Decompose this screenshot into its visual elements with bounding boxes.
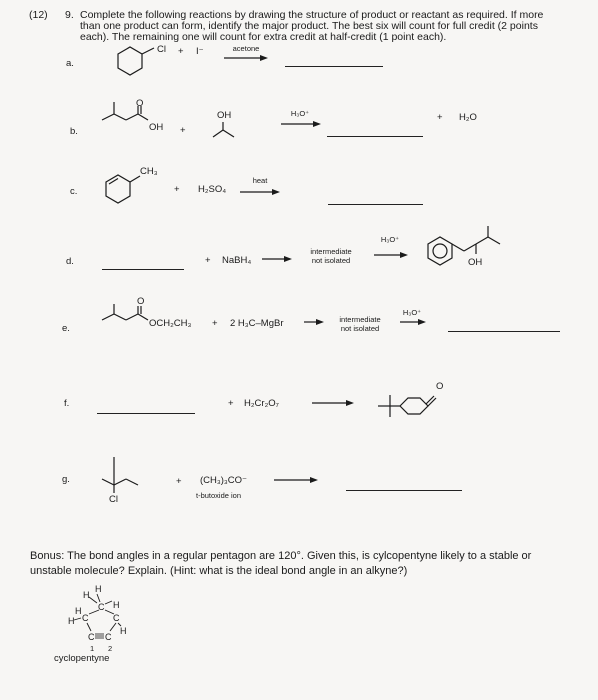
reaction-b-arrow xyxy=(281,120,321,128)
reaction-g-arrow xyxy=(274,476,318,484)
reaction-b-letter: b. xyxy=(70,126,78,137)
instructions-line-1: Complete the following reactions by drawing the structure of product or reactant as required. If more xyxy=(80,9,544,21)
reaction-e-workup: H₃O⁺ xyxy=(402,308,422,317)
intermediate-label: intermediate xyxy=(339,315,381,324)
points-label: (12) xyxy=(29,9,48,21)
atom-label: H xyxy=(95,584,102,594)
atom-label: H xyxy=(113,600,120,610)
atom-label: C xyxy=(98,602,105,612)
product-hydroxyl: OH xyxy=(468,257,483,268)
reaction-e-intermediate xyxy=(330,316,390,333)
atom-label: C xyxy=(82,613,89,623)
alcohol-hydroxyl: OH xyxy=(217,110,232,121)
atom-label: C xyxy=(113,613,120,623)
reaction-e-arrow-2 xyxy=(400,318,426,326)
carbonyl-oxygen: O xyxy=(136,98,144,109)
not-isolated-label: not isolated xyxy=(311,255,351,265)
dichromic-acid: H₂Cr₂O₇ xyxy=(244,398,279,409)
carbon-number-2: 2 xyxy=(108,644,113,653)
reaction-e-answer-line xyxy=(448,331,560,332)
isopropanol-structure xyxy=(210,120,240,150)
reaction-b-answer-line xyxy=(327,136,423,137)
reaction-a-chloride: Cl xyxy=(157,44,166,55)
chlorine-atom: Cl xyxy=(109,494,118,505)
reaction-d-arrow-2 xyxy=(374,251,408,259)
atom-label: H xyxy=(83,590,90,600)
acid-hydroxyl: OH xyxy=(149,122,164,133)
tert-butoxide: (CH₃)₃CO⁻ xyxy=(200,475,248,486)
atom-label: H xyxy=(68,616,75,626)
reaction-g-plus: + xyxy=(176,476,182,487)
reaction-a-answer-line xyxy=(285,66,383,67)
reaction-d-workup: H₃O⁺ xyxy=(380,235,400,244)
instructions-line-3: each). The remaining one will count for extra credit at half-credit (1 point each). xyxy=(80,31,447,43)
reaction-f-plus: + xyxy=(228,398,234,409)
ketone-oxygen: O xyxy=(436,381,444,392)
reaction-a-plus: + xyxy=(178,46,184,57)
cyclopentyne-caption: cyclopentyne xyxy=(54,653,110,664)
reaction-c-answer-line xyxy=(328,204,423,205)
reaction-c-condition: heat xyxy=(252,176,268,185)
not-isolated-label: not isolated xyxy=(340,323,380,333)
methyl-group: CH₃ xyxy=(140,166,158,177)
cyclopentyne-structure xyxy=(52,580,162,660)
bonus-question-line-1: Bonus: The bond angles in a regular pentagon are 120°. Given this, is cylcopentyne likely to a stable or xyxy=(30,550,532,562)
reaction-f-arrow xyxy=(312,399,354,407)
ethoxy-group: OCH₂CH₃ xyxy=(149,318,192,329)
water-product: H₂O xyxy=(459,112,477,123)
reaction-b-plus: + xyxy=(180,125,186,136)
reaction-e-letter: e. xyxy=(62,323,70,334)
question-number: 9. xyxy=(65,9,74,21)
reaction-b-plus-2: + xyxy=(437,112,443,123)
atom-label: C xyxy=(88,632,95,642)
reaction-e-plus: + xyxy=(212,318,218,329)
reaction-d-answer-line xyxy=(102,269,184,270)
methylmagnesium-bromide: 2 H₃C–MgBr xyxy=(230,318,284,329)
reaction-f-letter: f. xyxy=(64,398,70,409)
reaction-d-intermediate xyxy=(296,248,366,265)
reaction-d-plus: + xyxy=(205,255,211,266)
reaction-a-letter: a. xyxy=(66,58,74,69)
reaction-b-reagent: H₃O⁺ xyxy=(290,109,310,118)
reaction-d-letter: d. xyxy=(66,256,74,267)
reaction-e-arrow-1 xyxy=(304,318,324,326)
reaction-c-letter: c. xyxy=(70,186,78,197)
reaction-g-answer-line xyxy=(346,490,462,491)
sulfuric-acid: H₂SO₄ xyxy=(198,184,227,195)
reaction-a-iodide: I⁻ xyxy=(196,46,204,57)
carbon-number-1: 1 xyxy=(90,644,95,653)
reaction-f-answer-line xyxy=(97,413,195,414)
atom-label: H xyxy=(120,626,127,636)
intermediate-label: intermediate xyxy=(310,247,352,256)
atom-label: C xyxy=(105,632,112,642)
carboxylic-acid-structure xyxy=(100,100,170,140)
reaction-a-arrow xyxy=(224,54,268,62)
reaction-g-letter: g. xyxy=(62,474,70,485)
instructions-line-2: than one product can form, identify the major product. The best six will count for full credit (2 points xyxy=(80,20,538,32)
sodium-borohydride: NaBH₄ xyxy=(222,255,252,266)
reaction-a-condition: acetone xyxy=(232,44,260,53)
ester-carbonyl-oxygen: O xyxy=(137,296,145,307)
bonus-question-line-2: unstable molecule? Explain. (Hint: what is the ideal bond angle in an alkyne?) xyxy=(30,565,408,577)
tert-butoxide-name: t-butoxide ion xyxy=(196,491,242,500)
atom-label: H xyxy=(75,606,82,616)
reaction-c-plus: + xyxy=(174,184,180,195)
ester-structure xyxy=(100,296,160,336)
reaction-c-arrow xyxy=(240,188,280,196)
reaction-d-arrow-1 xyxy=(262,255,292,263)
